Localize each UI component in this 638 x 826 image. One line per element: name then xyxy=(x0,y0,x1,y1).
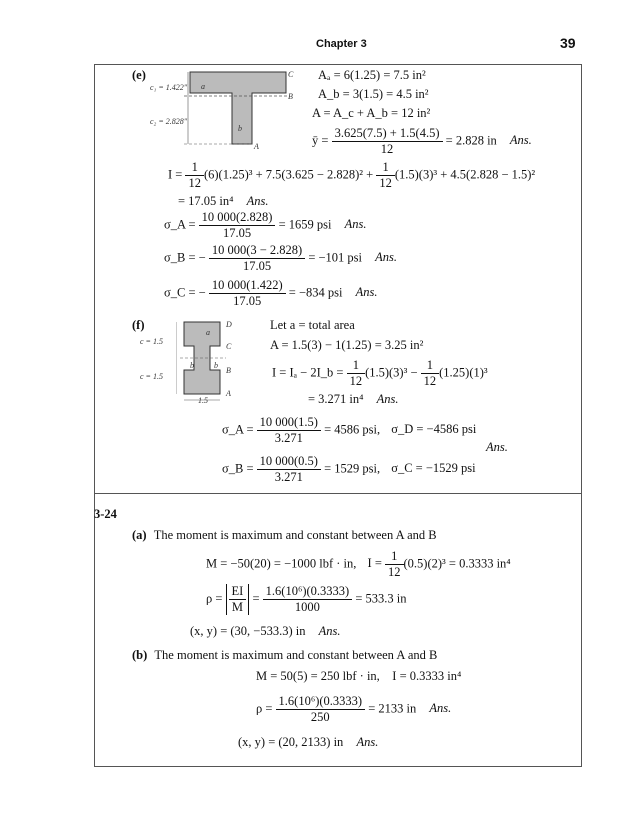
fig-e-c2: c₂ = 2.828" xyxy=(150,117,188,126)
fig-f-C: C xyxy=(226,342,232,351)
sC-den: 17.05 xyxy=(233,294,262,308)
fig-f-B: B xyxy=(226,366,231,375)
fig-f-c1: c = 1.5 xyxy=(140,337,163,346)
eq-xy-b xyxy=(238,735,378,750)
sfB-lhs: σ_B = xyxy=(222,461,254,476)
a-rho-abs xyxy=(226,584,250,615)
sB-frac xyxy=(209,243,305,274)
a-I-rhs: (0.5)(2)³ = 0.3333 in⁴ xyxy=(403,556,511,571)
a-I-frac xyxy=(385,549,404,580)
eq-inertia-f xyxy=(272,358,488,389)
part-e-label: (e) xyxy=(132,68,146,82)
eq-moment-b: M = 50(5) = 250 lbf · in, I = 0.3333 in⁴ xyxy=(256,669,462,683)
fig-f-D: D xyxy=(226,320,232,329)
a-rho-rhs: = 533.3 in xyxy=(355,591,407,606)
If-result: = 3.271 in⁴ xyxy=(308,392,364,406)
fig-f-A: A xyxy=(226,389,231,398)
I-lhs: I = xyxy=(168,167,183,182)
sB-lhs: σ_B = − xyxy=(164,250,206,265)
sfB-frac xyxy=(257,454,321,485)
eq-sigma-b-e xyxy=(164,243,397,274)
sC-frac xyxy=(209,278,286,309)
eq-inertia-e-result xyxy=(178,194,269,209)
part-a-text xyxy=(132,528,437,543)
sB-ans: Ans. xyxy=(375,250,397,265)
eq-sigma-b-f xyxy=(222,454,476,485)
eq-inertia-f-result xyxy=(308,392,399,407)
fig-f-width: 1.5 xyxy=(198,396,208,405)
ybar-lhs: ȳ = xyxy=(312,133,329,148)
fig-f-b1: b xyxy=(190,361,194,370)
ybar-den: 12 xyxy=(380,142,394,156)
eq-area-a: Aₐ = 6(1.25) = 7.5 in² xyxy=(318,68,426,82)
If-frac1-den: 12 xyxy=(349,374,363,388)
ybar-rhs: = 2.828 in xyxy=(445,133,497,148)
part-a-label: (a) xyxy=(132,528,147,542)
If-ans: Ans. xyxy=(376,392,399,406)
b-rho-frac xyxy=(276,694,366,725)
sC-lhs: σ_C = − xyxy=(164,285,206,300)
page-number: 39 xyxy=(560,35,576,51)
a-I-num: 1 xyxy=(385,549,404,565)
eq-rho-b xyxy=(256,694,451,725)
part-b-text xyxy=(132,648,437,663)
I-result: = 17.05 in⁴ xyxy=(178,194,234,208)
a-I-den: 12 xyxy=(388,565,401,579)
If-frac1 xyxy=(347,358,366,389)
sB-rhs: = −101 psi xyxy=(308,250,362,265)
sA-frac xyxy=(199,210,276,241)
I-frac2-den: 12 xyxy=(379,176,392,190)
b-xy: (x, y) = (20, 2133) in xyxy=(238,735,344,749)
tee-section-figure xyxy=(148,68,308,150)
eq-area-total: A = A_c + A_b = 12 in² xyxy=(312,106,431,120)
eq-f-ans xyxy=(486,440,508,455)
part-b-desc: The moment is maximum and constant between A and B xyxy=(154,648,438,662)
If-frac2-den: 12 xyxy=(423,374,437,388)
fig-e-B: B xyxy=(288,92,293,101)
a-rho-eq: = xyxy=(252,591,260,606)
b-rho-num: 1.6(10⁶)(0.3333) xyxy=(276,694,366,710)
eq-rho-a xyxy=(206,584,406,615)
a-xy: (x, y) = (30, −533.3) in xyxy=(190,624,306,638)
eq-let-a: Let a = total area xyxy=(270,318,355,332)
b-rho-den: 250 xyxy=(310,710,330,724)
I-frac2 xyxy=(376,160,395,191)
a-moment: M = −50(20) = −1000 lbf · in, xyxy=(206,556,357,571)
If-frac2 xyxy=(421,358,440,389)
b-ans: Ans. xyxy=(356,735,379,749)
If-mid: (1.5)(3)³ − xyxy=(365,365,418,380)
If-frac2-num: 1 xyxy=(421,358,440,374)
sfA-lhs: σ_A = xyxy=(222,422,254,437)
sfD: σ_D = −4586 psi xyxy=(391,422,477,437)
fig-e-b: b xyxy=(238,124,242,133)
fig-e-A: A xyxy=(254,142,259,151)
eq-xy-a xyxy=(190,624,340,639)
a-rho-lhs: ρ = xyxy=(206,591,223,606)
fig-e-C: C xyxy=(288,70,294,79)
fig-f-b2: b xyxy=(214,361,218,370)
I-end: (1.5)(3)³ + 4.5(2.828 − 1.5)² xyxy=(394,167,536,182)
eq-ybar xyxy=(312,126,532,157)
fig-f-a: a xyxy=(206,328,210,337)
sB-den: 17.05 xyxy=(242,259,272,273)
I-ans: Ans. xyxy=(246,194,269,208)
eq-inertia-e xyxy=(168,160,535,191)
If-end: (1.25)(1)³ xyxy=(439,365,488,380)
a-I-lhs: I = xyxy=(367,556,382,571)
f-ans: Ans. xyxy=(486,440,508,454)
problem-number: 3-24 xyxy=(94,507,117,521)
eq-area-b: A_b = 3(1.5) = 4.5 in² xyxy=(318,87,429,101)
fig-e-c1: c₁ = 1.422" xyxy=(150,83,188,92)
I-frac1-den: 12 xyxy=(188,176,201,190)
sfB-den: 3.271 xyxy=(274,470,303,484)
If-lhs: I = Iₐ − 2I_b = xyxy=(272,365,344,380)
a-rho-den: 1000 xyxy=(294,600,320,614)
part-b-label: (b) xyxy=(132,648,148,662)
a-ans: Ans. xyxy=(318,624,341,638)
a-rho-abs-num: EI xyxy=(229,584,247,600)
b-rho-rhs: = 2133 in xyxy=(368,701,417,716)
I-mid: (6)(1.25)³ + 7.5(3.625 − 2.828)² + xyxy=(203,167,374,182)
eq-sigma-c-e xyxy=(164,278,377,309)
part-a-desc: The moment is maximum and constant between A and B xyxy=(153,528,437,542)
sA-ans: Ans. xyxy=(344,217,367,232)
eq-area-f: A = 1.5(3) − 1(1.25) = 3.25 in² xyxy=(270,338,424,352)
sB-num: 10 000(3 − 2.828) xyxy=(209,243,305,259)
sC-num: 10 000(1.422) xyxy=(209,278,286,294)
sC-ans: Ans. xyxy=(355,285,378,300)
sA-num: 10 000(2.828) xyxy=(199,210,276,226)
fig-e-a: a xyxy=(201,82,205,91)
sA-rhs: = 1659 psi xyxy=(278,217,332,232)
sA-den: 17.05 xyxy=(222,226,252,240)
sfB-rhs: = 1529 psi, xyxy=(324,461,381,476)
sfA-den: 3.271 xyxy=(274,431,303,445)
If-frac1-num: 1 xyxy=(347,358,366,374)
eq-sigma-a-f xyxy=(222,415,476,446)
sfA-num: 10 000(1.5) xyxy=(257,415,321,431)
sC-rhs: = −834 psi xyxy=(288,285,343,300)
eq-moment-a xyxy=(206,549,511,580)
I-frac1-num: 1 xyxy=(185,160,204,176)
b-rho-ans: Ans. xyxy=(429,701,452,716)
sfA-rhs: = 4586 psi, xyxy=(324,422,381,437)
a-rho-abs-den: M xyxy=(231,600,244,614)
ybar-ans: Ans. xyxy=(509,133,532,148)
eq-sigma-a-e xyxy=(164,210,366,241)
sA-lhs: σ_A = xyxy=(164,217,196,232)
ybar-num: 3.625(7.5) + 1.5(4.5) xyxy=(332,126,443,142)
sfA-frac xyxy=(257,415,321,446)
I-frac2-num: 1 xyxy=(376,160,395,176)
sfB-num: 10 000(0.5) xyxy=(257,454,321,470)
a-rho-num: 1.6(10⁶)(0.3333) xyxy=(263,584,353,600)
part-f-label: (f) xyxy=(132,318,145,332)
I-frac1 xyxy=(185,160,204,191)
fig-f-c2: c = 1.5 xyxy=(140,372,163,381)
chapter-header: Chapter 3 xyxy=(316,38,367,50)
ybar-fraction xyxy=(332,126,443,157)
b-rho-lhs: ρ = xyxy=(256,701,273,716)
a-rho-frac xyxy=(263,584,353,615)
sfC: σ_C = −1529 psi xyxy=(391,461,476,476)
